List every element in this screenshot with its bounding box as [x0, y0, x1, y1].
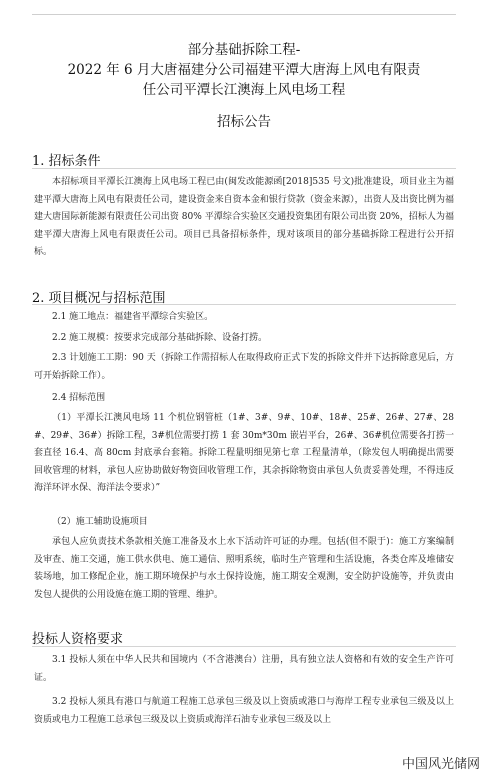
section-3-divider — [32, 646, 456, 647]
site-watermark: 中国风光储网 — [401, 757, 480, 772]
section-3-item-3-2: 3.2 投标人须具有港口与航道工程施工总承包三级及以上资质或港口与海岸工程专业承包三级及以上资质或电力工程施工总承包三级及以上资质或海洋石油专业承包三级及以上 — [34, 697, 454, 725]
document-subtitle: 招标公告 — [217, 114, 271, 130]
section-2-item-2-3: 2.3 计划施工工期：90 天（拆除工作需招标人在取得政府正式下发的拆除文件并下达拆除意见后，方可开始拆除工作）。 — [34, 353, 454, 381]
section-2-divider — [32, 304, 456, 305]
section-2-item-2-2: 2.2 施工规模：按要求完成部分基础拆除、设备打捞。 — [52, 333, 268, 343]
section-1-heading: 1. 招标条件 — [32, 154, 101, 169]
section-1-paragraph: 本招标项目平潭长江澳海上风电场工程已由(闽发改能源函[2018]535 号文)批准建设，项目业主为福建平潭大唐海上风电有限责任公司，建设资金来自资本金和银行贷款（资金来源），出资人及出资比例为福建大唐国际新能源有限责任公司出资 80% 平潭综合实验区交通投资集团有限公司出资 20%，招标人为福建平潭大唐海上风电有限责任公司。项目已具备招标条件，现对该项目的部分基础拆除工程进行公开招标。 — [34, 177, 454, 257]
section-2-item-2-4: 2.4 招标范围 — [52, 393, 106, 403]
section-3-item-3-1: 3.1 投标人须在中华人民共和国境内（不含港澳台）注册，具有独立法人资格和有效的安全生产许可证。 — [34, 655, 454, 683]
section-2-scope-2: （2）施工辅助设施项目 — [52, 517, 148, 527]
title-line-1: 部分基础拆除工程- — [187, 42, 301, 58]
section-3-heading: 投标人资格要求 — [32, 632, 124, 647]
section-2-scope-2-detail: 承包人应负责技术条款相关施工准备及水上水下活动许可证的办理。包括(但不限于)：施工方案编制及审查、施工交通，施工供水供电、施工通信、照明系统，临时生产管理和生活设施，各类仓库及堆储安装场地，加工修配企业，施工期环境保护与水土保持设施，施工期安全观测，安全防护设施等，并负责由发包人提供的公用设施在施工期的管理、维护。 — [34, 537, 454, 600]
section-2-item-2-1: 2.1 施工地点：福建省平潭综合实验区。 — [52, 312, 214, 322]
top-border — [32, 14, 456, 15]
section-2-heading: 2. 项目概况与招标范围 — [32, 291, 166, 306]
title-line-3: 任公司平潭长江澳海上风电场工程 — [142, 82, 346, 98]
title-line-2: 2022 年 6 月大唐福建分公司福建平潭大唐海上风电有限责 — [67, 62, 421, 78]
section-1-divider — [32, 168, 456, 169]
section-2-scope-1: （1）平潭长江澳风电场 11 个机位钢管桩（1#、3#、9#、10#、18#、25#、26#、27#、28#、29#、36#）拆除工程，3#机位需要打捞 1 套 30m*30m 嵌岩平台，26#、36#机位需要各打捞一套直径 16.4、高 80cm 封底承台套箱。拆除工程量明细见第七章 工程量清单，（除发包人明确提出需要回收管理的材料，承包人应协助做好物资回收管理工作，其余拆除物资由承包人负责妥善处理，不得违反海洋环评水保、海洋法令要求）” — [34, 413, 454, 493]
